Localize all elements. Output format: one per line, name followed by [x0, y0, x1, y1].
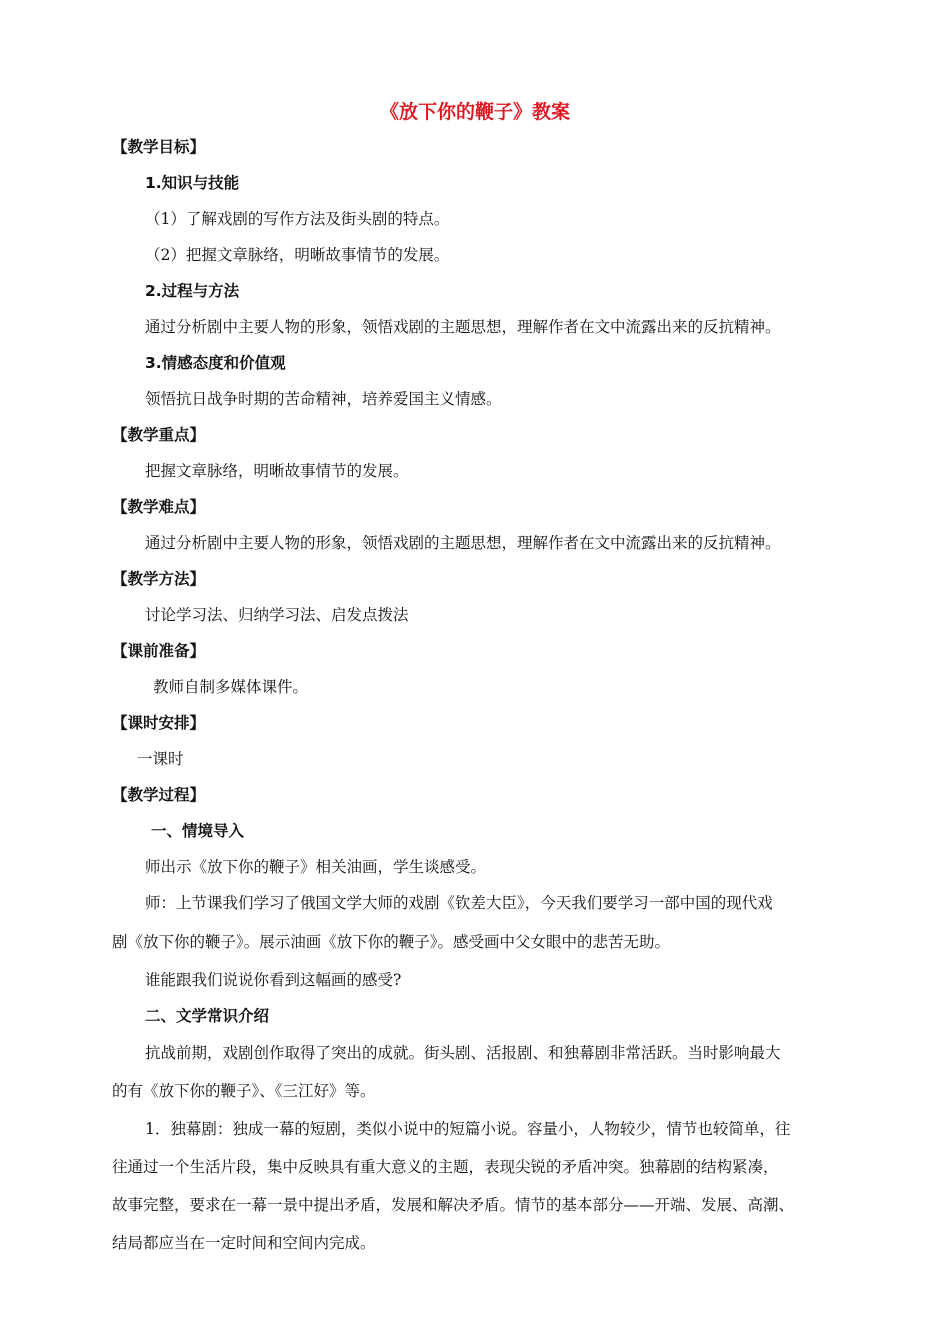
prep-heading: 【课前准备】	[112, 642, 206, 660]
section-2-para-2-line-4: 结局都应当在一定时间和空间内完成。	[112, 1234, 376, 1252]
knowledge-item-2: （2）把握文章脉络，明晰故事情节的发展。	[145, 246, 450, 264]
section-1-para-2-line-1: 师：上节课我们学习了俄国文学大师的戏剧《钦差大臣》，今天我们要学习一部中国的现代戏	[145, 894, 773, 912]
knowledge-skills-heading: 1.知识与技能	[145, 174, 240, 192]
process-method-text: 通过分析剧中主要人物的形象，领悟戏剧的主题思想，理解作者在文中流露出来的反抗精神。	[145, 318, 781, 336]
section-2-para-1-line-2: 的有《放下你的鞭子》、《三江好》等。	[112, 1082, 376, 1100]
difficulty-heading: 【教学难点】	[112, 498, 206, 516]
key-point-text: 把握文章脉络，明晰故事情节的发展。	[145, 462, 409, 480]
section-2-para-2-line-3: 故事完整，要求在一幕一景中提出矛盾，发展和解决矛盾。情节的基本部分——开端、发展、高潮、	[112, 1196, 795, 1214]
document-title: 《放下你的鞭子》教案	[379, 101, 570, 123]
section-1-para-2-line-2: 剧《放下你的鞭子》。展示油画《放下你的鞭子》。感受画中父女眼中的悲苦无助。	[112, 933, 671, 951]
difficulty-text: 通过分析剧中主要人物的形象，领悟戏剧的主题思想，理解作者在文中流露出来的反抗精神。	[145, 534, 781, 552]
section-2-para-2-line-1: 1．独幕剧：独成一幕的短剧，类似小说中的短篇小说。容量小，人物较少，情节也较简单，往	[145, 1120, 791, 1138]
section-1-para-3: 谁能跟我们说说你看到这幅画的感受?	[145, 971, 402, 989]
section-1-para-1: 师出示《放下你的鞭子》相关油画，学生谈感受。	[145, 858, 487, 876]
goals-heading: 【教学目标】	[112, 138, 206, 156]
process-heading: 【教学过程】	[112, 786, 206, 804]
section-2-para-2-line-2: 往通过一个生活片段，集中反映具有重大意义的主题，表现尖锐的矛盾冲突。独幕剧的结构紧凑，	[112, 1158, 779, 1176]
method-heading: 【教学方法】	[112, 570, 206, 588]
section-2-para-1-line-1: 抗战前期，戏剧创作取得了突出的成就。街头剧、活报剧、和独幕剧非常活跃。当时影响最大	[145, 1044, 781, 1062]
process-method-heading: 2.过程与方法	[145, 282, 240, 300]
emotion-values-heading: 3.情感态度和价值观	[145, 354, 286, 372]
schedule-text: 一课时	[137, 750, 184, 768]
knowledge-item-1: （1）了解戏剧的写作方法及街头剧的特点。	[145, 210, 450, 228]
emotion-values-text: 领悟抗日战争时期的苦命精神，培养爱国主义情感。	[145, 390, 502, 408]
section-1-heading: 一、情境导入	[151, 822, 245, 840]
prep-text: 教师自制多媒体课件。	[153, 678, 309, 696]
section-2-heading: 二、文学常识介绍	[145, 1007, 270, 1025]
method-text: 讨论学习法、归纳学习法、启发点拨法	[145, 606, 409, 624]
schedule-heading: 【课时安排】	[112, 714, 206, 732]
key-point-heading: 【教学重点】	[112, 426, 206, 444]
